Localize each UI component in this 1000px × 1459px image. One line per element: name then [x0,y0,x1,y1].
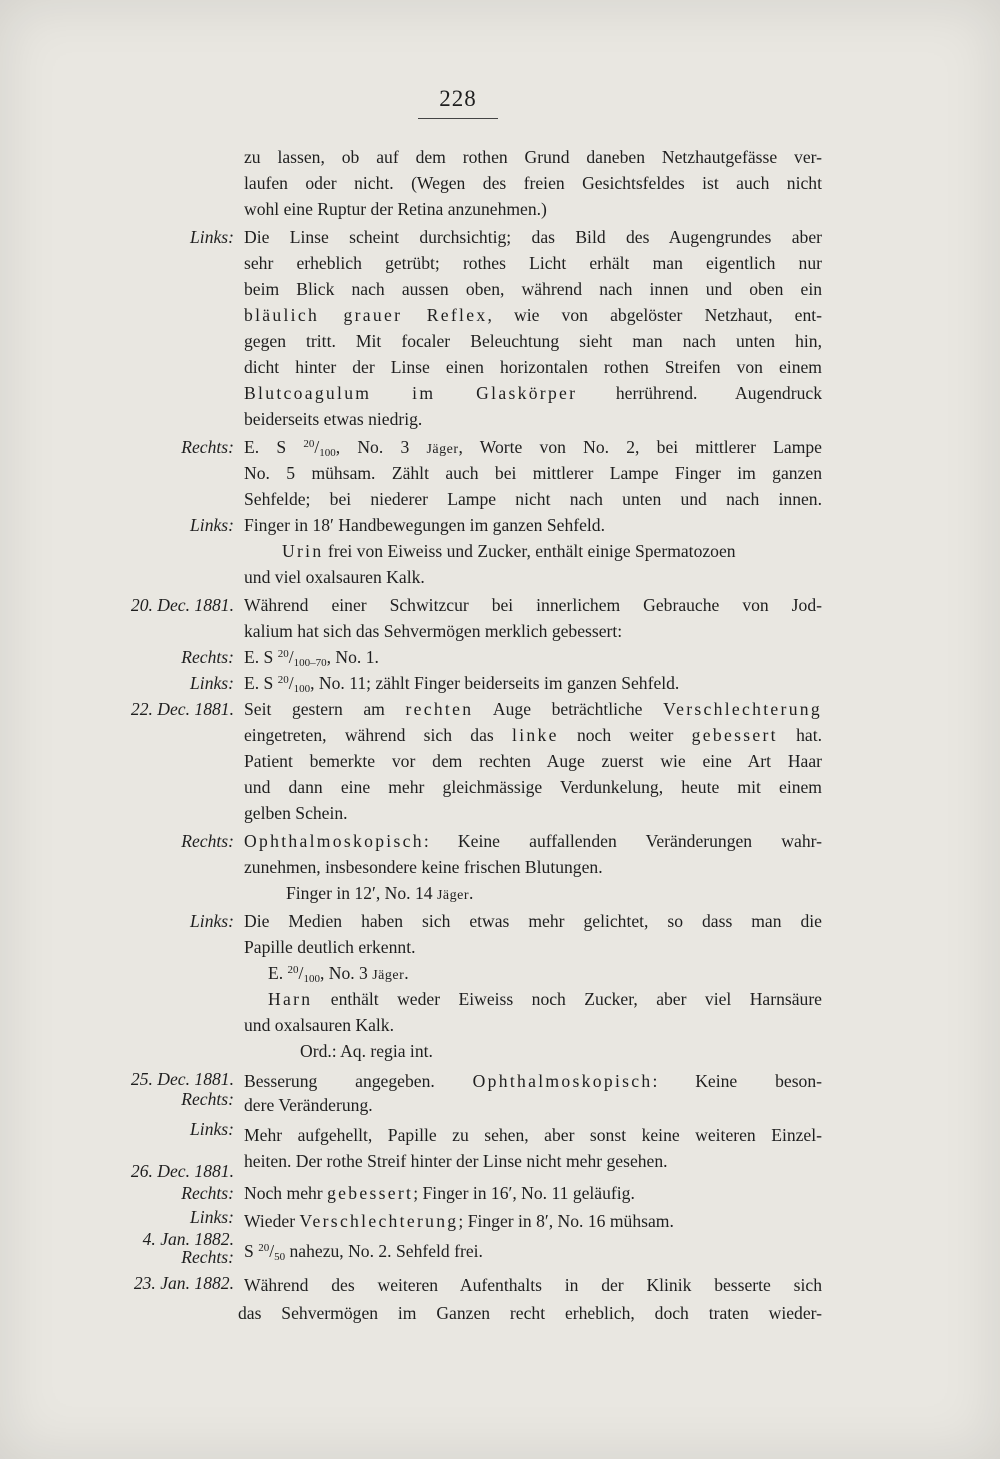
text-line: Ord.: Aq. regia int. [300,1041,433,1061]
text-line [244,698,822,720]
fraction-numerator: 20 [303,438,315,450]
fraction-slash: / [298,963,304,983]
text-span: . [404,963,409,983]
fraction-numerator: 20 [287,964,299,976]
margin-label: Links: [190,911,234,931]
text-line [244,1210,822,1232]
text-line: Die Medien haben sich etwas mehr gelichtet, so dass man die [244,911,822,931]
text-span: frei von Eiweiss und Zucker, enthält einige Spermatozoen [323,541,736,561]
spaced-text: rechten [405,699,474,719]
text-line [244,1182,822,1204]
text-span: S [244,1241,259,1261]
text-line: Sehfelde; bei niederer Lampe nicht nach unten und nach innen. [244,489,822,509]
margin-label: Links: [190,1119,234,1139]
text-line: dicht hinter der Linse einen horizontalen rothen Streifen von einem [244,357,822,377]
spaced-text: gebessert [327,1183,414,1203]
margin-label: Links: [190,673,234,693]
fraction-denominator: 50 [274,1251,286,1263]
text-span: E. S [244,647,278,667]
margin-label: Rechts: [181,647,234,667]
fraction-numerator: 20 [258,1242,270,1254]
spaced-text: Ophthalmoskopisch [472,1071,653,1091]
text-line [244,830,822,852]
text-line: und dann eine mehr gleichmässige Verdunkelung, heute mit einem [244,777,822,797]
text-span: E. S [244,673,278,693]
small-caps-name: Jäger [372,968,405,983]
text-span: nahezu, No. 2. Sehfeld frei. [285,1241,483,1261]
text-span: ; Finger in 16′, No. 11 geläufig. [413,1183,635,1203]
text-span: , wie von abgelöster Netzhaut, ent- [487,305,822,325]
spaced-text: Ophthalmoskopisch [244,831,424,851]
text-span: , No. 3 [319,963,373,983]
text-line: Patient bemerkte vor dem rechten Auge zuerst wie eine Art Haar [244,751,822,771]
fraction-numerator: 20 [277,648,289,660]
page-number-rule [418,118,498,119]
fraction-slash: / [314,437,320,457]
text-span: Finger in 12′, No. 14 [286,883,437,903]
text-line: beim Blick nach aussen oben, während nach innen und oben ein [244,279,822,299]
text-span: : Keine auffallenden Veränderungen wahr- [423,831,822,851]
text-span: noch weiter [558,725,692,745]
fraction-denominator: 100–70 [293,657,327,669]
text-span: , No. 1. [326,647,379,667]
text-line: das Sehvermögen im Ganzen recht erheblich, doch traten wieder- [238,1303,822,1323]
fraction-numerator: 20 [277,674,289,686]
margin-label: Links: [190,227,234,247]
text-line [282,540,822,562]
text-line: Finger in 18′ Handbewegungen im ganzen Sehfeld. [244,515,606,535]
spaced-text: Verschlechterung [299,1211,459,1231]
spaced-text: gebessert [691,725,778,745]
spaced-text: Harn [268,989,313,1009]
margin-label: Rechts: [181,831,234,851]
date-label: 25. Dec. 1881. [130,1069,234,1089]
text-span: E. S [244,437,304,457]
text-span: eingetreten, während sich das [244,725,512,745]
spaced-text: Blutcoagulum im Glaskörper [244,383,578,403]
small-caps-name: Jäger [426,442,459,457]
small-caps-name: Jäger [436,888,469,903]
fraction-denominator: 100 [303,973,320,985]
date-label: 22. Dec. 1881. [130,699,234,719]
spaced-text: bläulich grauer Reflex [244,305,488,325]
fraction-denominator: 100 [293,683,311,695]
text-line: Während des weiteren Aufenthalts in der Klinik besserte sich [244,1275,822,1295]
margin-label: Links: [190,515,234,535]
text-line: heiten. Der rothe Streif hinter der Linse nicht mehr gesehen. [244,1151,668,1171]
text-span: Wieder [244,1211,300,1231]
text-span: hat. [777,725,822,745]
text-line: zunehmen, insbesondere keine frischen Blutungen. [244,857,603,877]
text-line: kalium hat sich das Sehvermögen merklich gebessert: [244,621,623,641]
text-span: Seit gestern am [244,699,406,719]
fraction-denominator: 100 [319,447,336,459]
margin-label: Rechts: [181,1089,234,1109]
text-span: Auge beträchtliche [473,699,664,719]
text-line [244,436,822,461]
text-line: Papille deutlich erkennt. [244,937,416,957]
text-line: gelben Schein. [244,803,348,823]
text-line [244,304,822,326]
text-line [244,672,822,694]
text-line: wohl eine Ruptur der Retina anzunehmen.) [244,199,547,219]
text-span: enthält weder Eiweiss noch Zucker, aber viel Harnsäure [312,989,822,1009]
text-line [244,382,822,404]
date-label: 4. Jan. 1882. [142,1229,234,1249]
text-line: gegen tritt. Mit focaler Beleuchtung sieht man nach unten hin, [244,331,822,351]
text-line: und oxalsauren Kalk. [244,1015,394,1035]
text-span: : Keine beson- [652,1071,822,1091]
spaced-text: linke [512,725,559,745]
text-line [268,962,409,987]
margin-label: Rechts: [181,1247,234,1267]
fraction-slash: / [288,647,294,667]
text-span: E. [268,963,288,983]
spaced-text: Urin [282,541,324,561]
text-span: . [469,883,474,903]
text-line: sehr erheblich getrübt; rothes Licht erhält man eigentlich nur [244,253,822,273]
text-span: herrührend. Augendruck [577,383,822,403]
text-line [244,1070,822,1092]
margin-label: Rechts: [181,437,234,457]
page-number: 228 [439,86,477,111]
text-span: , Worte von No. 2, bei mittlerer Lampe [458,437,822,457]
fraction-slash: / [288,673,294,693]
text-span: ; Finger in 8′, No. 16 mühsam. [458,1211,674,1231]
text-line: beiderseits etwas niedrig. [244,409,423,429]
text-span: , No. 3 [335,437,427,457]
fraction-slash: / [269,1241,275,1261]
text-span: Besserung angegeben. [244,1071,473,1091]
text-line: dere Veränderung. [244,1095,373,1115]
margin-label: Rechts: [181,1183,234,1203]
date-label: 23. Jan. 1882. [133,1273,234,1293]
date-label: 20. Dec. 1881. [130,595,234,615]
spaced-text: Verschlechterung [663,699,822,719]
date-label: 26. Dec. 1881. [130,1161,234,1181]
text-line: und viel oxalsauren Kalk. [244,567,425,587]
text-line [244,646,822,668]
text-line: Mehr aufgehellt, Papille zu sehen, aber sonst keine weiteren Einzel- [244,1125,822,1145]
text-line: No. 5 mühsam. Zählt auch bei mittlerer Lampe Finger im ganzen [244,463,822,483]
text-line [286,882,473,907]
text-line: laufen oder nicht. (Wegen des freien Gesichtsfeldes ist auch nicht [244,173,822,193]
margin-label: Links: [190,1207,234,1227]
text-line: Während einer Schwitzcur bei innerlichem Gebrauche von Jod- [244,595,822,615]
text-line [268,988,822,1010]
text-line [244,1240,822,1262]
text-line: Die Linse scheint durchsichtig; das Bild des Augengrundes aber [244,227,822,247]
text-line [244,724,822,746]
text-span: , No. 11; zählt Finger beiderseits im ganzen Sehfeld. [310,673,680,693]
text-span: Noch mehr [244,1183,328,1203]
text-line: zu lassen, ob auf dem rothen Grund daneben Netzhautgefässe ver- [244,147,822,167]
